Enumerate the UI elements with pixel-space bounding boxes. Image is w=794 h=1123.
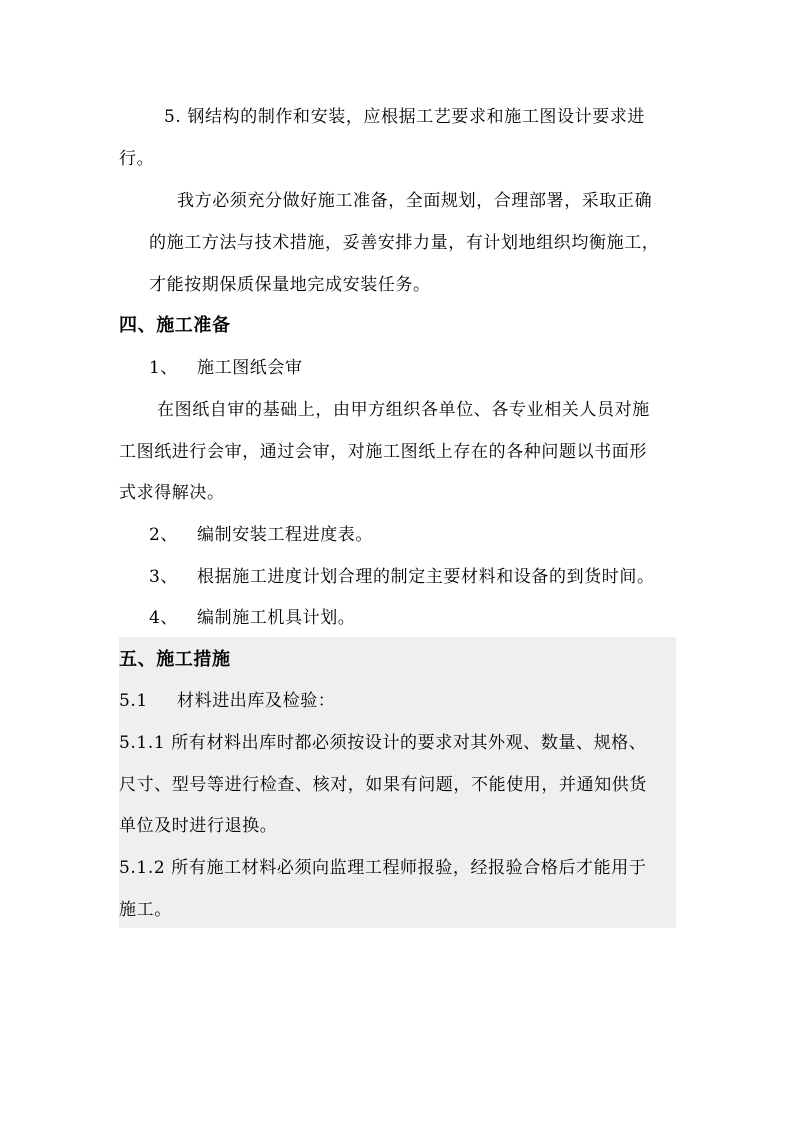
section-4-heading: 四、施工准备 <box>119 315 231 336</box>
paragraph-5-1-2-line-1: 5.1.2 所有施工材料必须向监理工程师报验，经报验合格后才能用于 <box>119 858 647 878</box>
list-item-text: 施工图纸会审 <box>197 358 303 378</box>
paragraph-5-1-2-line-2: 施工。 <box>119 900 172 920</box>
list-item-3 <box>149 566 655 588</box>
paragraph-5-1-1-line-1: 5.1.1 所有材料出库时都必须按设计的要求对其外观、数量、规格、 <box>119 733 647 753</box>
list-item-number: 4、 <box>149 608 179 628</box>
subsection-title: 材料进出库及检验： <box>177 691 336 711</box>
list-item-2 <box>149 524 373 546</box>
section-5-heading: 五、施工措施 <box>119 649 231 670</box>
list-item-1 <box>149 357 303 379</box>
paragraph-5-1-1-line-3: 单位及时进行退换。 <box>119 816 278 836</box>
paragraph-drawing-review-line-1: 在图纸自审的基础上，由甲方组织各单位、各专业相关人员对施 <box>157 400 650 420</box>
list-item-text: 根据施工进度计划合理的制定主要材料和设备的到货时间。 <box>197 567 655 587</box>
paragraph-preparation-line-3: 才能按期保质保量地完成安装任务。 <box>149 275 431 295</box>
paragraph-preparation-line-1: 我方必须充分做好施工准备，全面规划，合理部署，采取正确 <box>177 191 653 211</box>
paragraph-drawing-review-line-3: 式求得解决。 <box>119 483 225 503</box>
paragraph-preparation-line-2: 的施工方法与技术措施，妥善安排力量，有计划地组织均衡施工， <box>149 233 660 253</box>
subsection-number: 5.1 <box>119 691 148 711</box>
paragraph-steel-structure-line-1: 5. 钢结构的制作和安装，应根据工艺要求和施工图设计要求进 <box>164 107 646 127</box>
paragraph-5-1-1-line-2: 尺寸、型号等进行检查、核对，如果有问题，不能使用，并通知供货 <box>119 775 647 795</box>
list-item-number: 3、 <box>149 567 179 587</box>
subsection-5-1 <box>119 690 335 712</box>
list-item-text: 编制安装工程进度表。 <box>197 525 373 545</box>
list-item-number: 1、 <box>149 358 179 378</box>
list-item-text: 编制施工机具计划。 <box>197 608 356 628</box>
paragraph-steel-structure-line-2: 行。 <box>119 149 155 169</box>
list-item-number: 2、 <box>149 525 179 545</box>
paragraph-drawing-review-line-2: 工图纸进行会审，通过会审，对施工图纸上存在的各种问题以书面形 <box>119 442 647 462</box>
list-item-4 <box>149 607 355 629</box>
